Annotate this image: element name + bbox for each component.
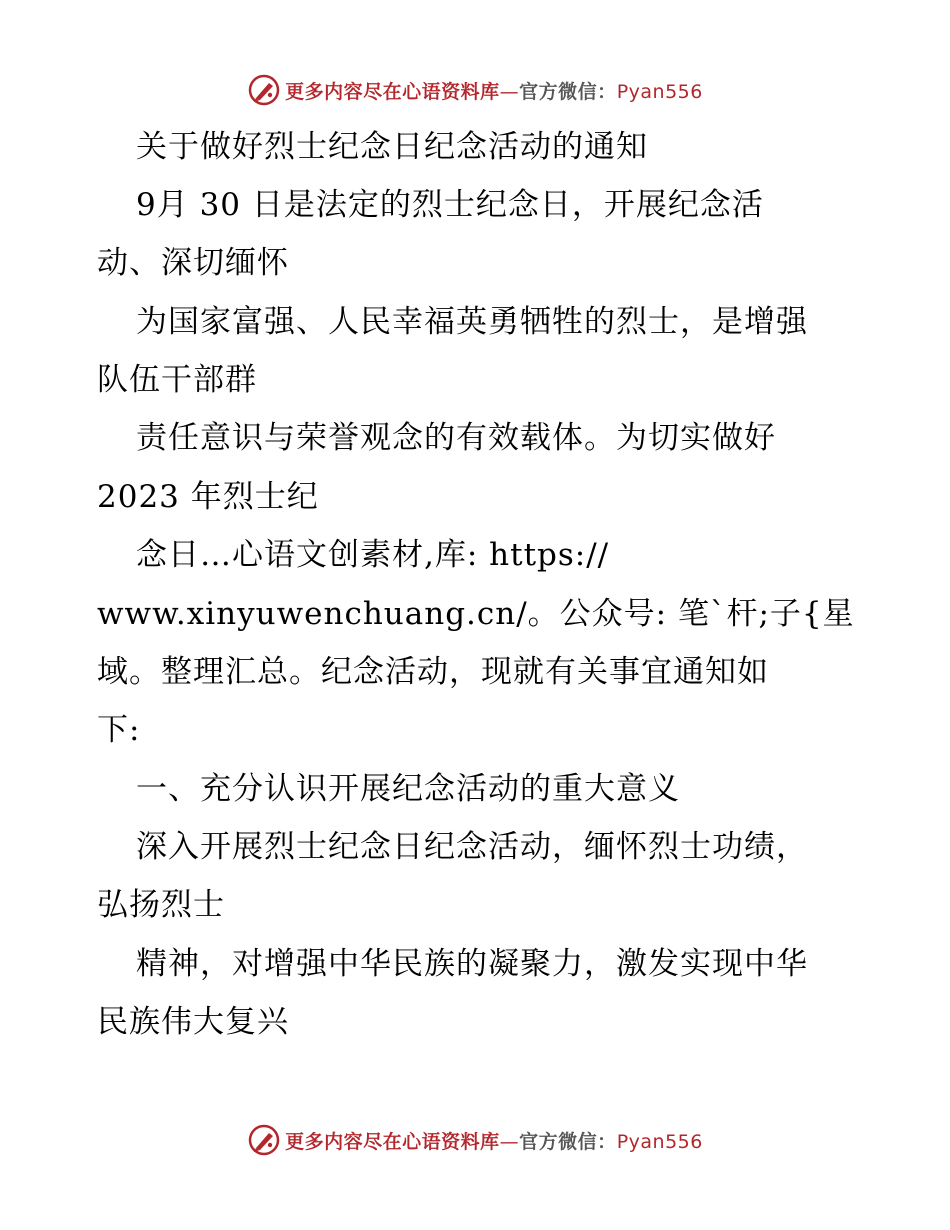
paragraph-line: 深入开展烈士纪念日纪念活动，缅怀烈士功绩， — [136, 829, 808, 865]
banner-text — [285, 1127, 703, 1154]
header-banner — [0, 70, 950, 110]
paragraph-line: 为国家富强、人民幸福英勇牺牲的烈士，是增强 — [136, 304, 808, 340]
footer-banner — [0, 1120, 950, 1160]
banner-dash: — — [499, 1130, 520, 1153]
pen-logo-icon — [247, 73, 281, 107]
wechat-id: Pyan556 — [616, 1130, 703, 1153]
wechat-label: 官方微信： — [519, 80, 617, 103]
wechat-label: 官方微信： — [519, 1130, 617, 1153]
library-slogan: 更多内容尽在心语资料库 — [285, 1130, 500, 1153]
section-heading: 一、充分认识开展纪念活动的重大意义 — [136, 771, 680, 807]
paragraph-line: 精神，对增强中华民族的凝聚力，激发实现中华 — [136, 946, 808, 982]
paragraph-line: 9月 30 日是法定的烈士纪念日，开展纪念活 — [136, 187, 764, 223]
paragraph-line: 队伍干部群 — [97, 362, 257, 398]
library-slogan: 更多内容尽在心语资料库 — [285, 80, 500, 103]
wechat-id: Pyan556 — [616, 80, 703, 103]
banner-dash: — — [499, 80, 520, 103]
paragraph-line: 民族伟大复兴 — [97, 1004, 289, 1040]
paragraph-line: 下: — [97, 712, 141, 748]
paragraph-line: 动、深切缅怀 — [97, 245, 289, 281]
paragraph-line: 域。整理汇总。纪念活动，现就有关事宜通知如 — [97, 654, 769, 690]
pen-logo-icon — [247, 1123, 281, 1157]
paragraph-line: 责任意识与荣誉观念的有效载体。为切实做好 — [136, 420, 776, 456]
document-title: 关于做好烈士纪念日纪念活动的通知 — [136, 129, 648, 165]
paragraph-line: www.xinyuwenchuang.cn/。公众号: 笔`杆;子{星 — [97, 596, 855, 632]
paragraph-line: 2023 年烈士纪 — [97, 479, 319, 515]
paragraph-line: 念日…心语文创素材,库: https:// — [136, 537, 610, 573]
banner-text — [285, 77, 703, 104]
paragraph-line: 弘扬烈士 — [97, 887, 225, 923]
